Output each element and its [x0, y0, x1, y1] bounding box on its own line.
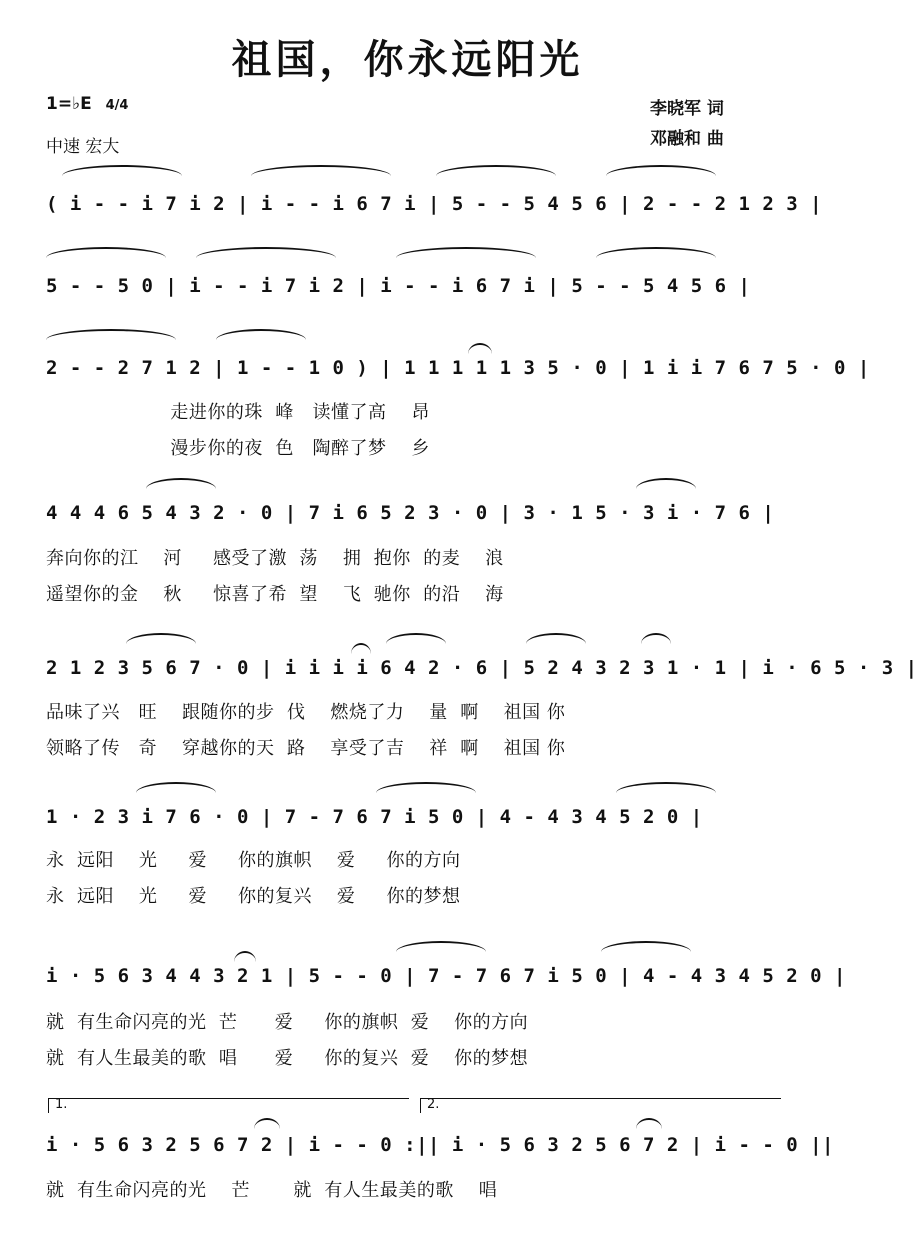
notation: 4 4 4 6 5 4 3 2 · 0 | 7 i 6 5 2 3 · 0 | 3 · 1 5 · 3 i · 7 6 | [46, 502, 775, 524]
slur [468, 343, 492, 365]
slur [351, 643, 371, 665]
lyrics-verse-1: 奔向你的江 河 感受了激 荡 拥 抱你 的麦 浪 [46, 548, 504, 569]
volta-bracket-2 [420, 1098, 781, 1113]
notation: i · 5 6 3 2 5 6 7 2 | i - - 0 :|| i · 5 6 3 2 5 6 7 2 | i - - 0 || [46, 1134, 834, 1156]
notation: ( i - - i 7 i 2 | i - - i 6 7 i | 5 - - 5 4 5 6 | 2 - - 2 1 2 3 | [46, 193, 823, 215]
score-row-3 [46, 357, 870, 381]
notation: i · 5 6 3 4 4 3 2 1 | 5 - - 0 | 7 - 7 6 7 i 5 0 | 4 - 4 3 4 5 2 0 | [46, 965, 846, 987]
meter-label: 4/4 [105, 98, 129, 113]
score-row-7 [46, 965, 846, 989]
slur [601, 941, 691, 963]
slur [526, 633, 586, 655]
lyrics-verse-2: 遥望你的金 秋 惊喜了希 望 飞 驰你 的沿 海 [46, 584, 504, 605]
lyricist-credit: 李晓军 词 [650, 99, 724, 119]
lyrics-verse-1: 永 远阳 光 爱 你的旗帜 爱 你的方向 [46, 850, 461, 871]
slur [254, 1118, 280, 1140]
lyrics-verse-2: 就 有人生最美的歌 唱 爱 你的复兴 爱 你的梦想 [46, 1048, 529, 1069]
slur [396, 941, 486, 963]
volta-label: 2. [427, 1097, 440, 1112]
score-row-4 [46, 502, 781, 526]
score-row-6 [46, 806, 781, 830]
slur [251, 165, 391, 187]
volta-label: 1. [55, 1097, 68, 1112]
score-row-8 [46, 1134, 834, 1158]
slur [376, 782, 476, 804]
slur [126, 633, 196, 655]
lyrics-verse-1: 走进你的珠 峰 读懂了高 昂 [46, 402, 430, 423]
slur [606, 165, 716, 187]
slur [46, 329, 176, 351]
lyrics-verse-2: 漫步你的夜 色 陶醉了梦 乡 [46, 438, 430, 459]
slur [386, 633, 446, 655]
song-title: 祖国，你永远阳光 [231, 37, 584, 83]
slur [216, 329, 306, 351]
lyrics-verse-1: 就 有生命闪亮的光 芒 爱 你的旗帜 爱 你的方向 [46, 1012, 529, 1033]
score-row-2 [46, 275, 781, 299]
slur [46, 247, 166, 269]
volta-bracket-1 [48, 1098, 409, 1113]
slur [636, 478, 696, 500]
key-signature [46, 94, 128, 114]
slur [636, 1118, 662, 1140]
score-row-5 [46, 657, 918, 681]
lyrics-verse-1: 品味了兴 旺 跟随你的步 伐 燃烧了力 量 啊 祖国 你 [46, 702, 566, 723]
notation: 2 - - 2 7 1 2 | 1 - - 1 0 ) | 1 1 1 1 1 3 5 · 0 | 1 i i 7 6 7 5 · 0 | [46, 357, 870, 379]
notation: 5 - - 5 0 | i - - i 7 i 2 | i - - i 6 7 i | 5 - - 5 4 5 6 | [46, 275, 751, 297]
slur [196, 247, 336, 269]
slur [136, 782, 216, 804]
slur [616, 782, 716, 804]
notation: 2 1 2 3 5 6 7 · 0 | i i i i 6 4 2 · 6 | 5 2 4 3 2 3 1 · 1 | i · 6 5 · 3 | [46, 657, 918, 679]
slur [641, 633, 671, 655]
slur [436, 165, 556, 187]
score-row-1 [46, 193, 823, 217]
slur [62, 165, 182, 187]
composer-credit: 邓融和 曲 [650, 129, 724, 149]
notation: 1 · 2 3 i 7 6 · 0 | 7 - 7 6 7 i 5 0 | 4 - 4 3 4 5 2 0 | [46, 806, 703, 828]
lyrics-verse-2: 永 远阳 光 爱 你的复兴 爱 你的梦想 [46, 886, 461, 907]
slur [234, 951, 256, 973]
tempo-marking: 中速 宏大 [46, 137, 120, 157]
slur [396, 247, 536, 269]
lyrics-verse-2: 领略了传 奇 穿越你的天 路 享受了吉 祥 啊 祖国 你 [46, 738, 566, 759]
lyrics-verse-1: 就 有生命闪亮的光 芒 就 有人生最美的歌 唱 [46, 1180, 498, 1201]
slur [596, 247, 716, 269]
slur [146, 478, 216, 500]
key-label: 1=♭E [46, 94, 92, 114]
